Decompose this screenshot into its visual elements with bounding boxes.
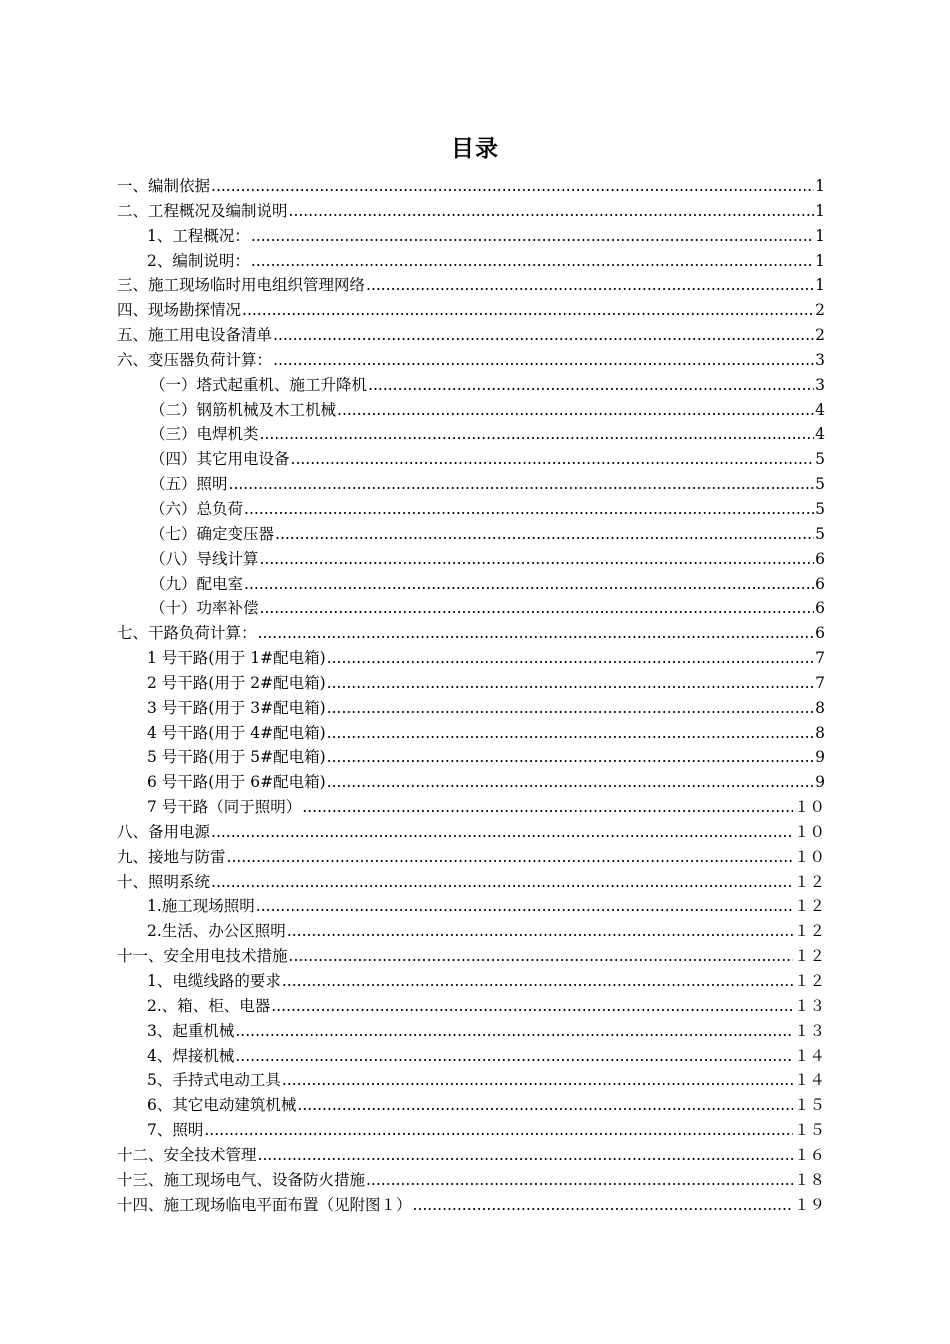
toc-dot-leader [337,398,814,423]
toc-entry[interactable] [117,820,825,845]
toc-dot-leader [235,1044,793,1069]
toc-entry-label: 1 号干路(用于 1#配电箱) [147,649,326,668]
toc-entry-page-number: １４ [793,1071,825,1090]
toc-entry-label: 2.生活、办公区照明 [147,922,286,941]
toc-entry[interactable] [117,1044,825,1069]
toc-entry-label: 四、现场勘探情况 [117,301,242,320]
toc-entry-page-number: 6 [815,549,825,568]
toc-entry[interactable] [117,1068,825,1093]
toc-entry-label: 2、编制说明： [147,251,250,270]
toc-entry-page-number: 1 [815,276,825,295]
toc-entry-page-number: 5 [815,450,825,469]
toc-entry-page-number: 1 [815,226,825,245]
toc-entry[interactable] [117,572,825,597]
toc-entry-page-number: １５ [793,1096,825,1115]
toc-entry[interactable] [117,373,825,398]
toc-entry[interactable] [117,969,825,994]
toc-entry-page-number: 4 [815,425,825,444]
toc-entry-page-number: 5 [815,524,825,543]
toc-entry-page-number: １６ [793,1145,825,1164]
toc-entry[interactable] [117,770,825,795]
toc-entry-label: （三）电焊机类 [150,425,259,444]
toc-dot-leader [256,894,793,919]
toc-entry-label: 4、焊接机械 [147,1046,235,1065]
toc-entry[interactable] [117,621,825,646]
toc-entry-page-number: １２ [793,947,825,966]
table-of-contents [117,174,825,1217]
toc-entry[interactable] [117,199,825,224]
toc-entry-label: 1、工程概况： [147,226,250,245]
toc-entry[interactable] [117,696,825,721]
toc-entry[interactable] [117,398,825,423]
toc-entry-label: 三、施工现场临时用电组织管理网络 [117,276,366,295]
toc-entry-label: 7、照明 [147,1121,204,1140]
toc-dot-leader [242,298,814,323]
toc-dot-leader [327,721,814,746]
toc-entry-page-number: １８ [793,1170,825,1189]
toc-entry-page-number: 9 [815,773,825,792]
toc-entry-page-number: １３ [793,996,825,1015]
toc-entry-label: 五、施工用电设备清单 [117,326,273,345]
toc-entry-label: （八）导线计算 [150,549,259,568]
toc-entry-label: 4 号干路(用于 4#配电箱) [147,723,326,742]
toc-entry-page-number: 5 [815,475,825,494]
toc-dot-leader [289,199,815,224]
toc-dot-leader [327,745,814,770]
toc-dot-leader [366,273,814,298]
toc-entry[interactable] [117,547,825,572]
toc-entry[interactable] [117,870,825,895]
toc-entry-page-number: 3 [815,375,825,394]
toc-dot-leader [291,447,815,472]
toc-dot-leader [260,422,815,447]
toc-dot-leader [368,373,814,398]
toc-dot-leader [235,1019,793,1044]
toc-dot-leader [211,870,793,895]
toc-entry[interactable] [117,348,825,373]
toc-entry-page-number: １９ [793,1195,825,1214]
toc-dot-leader [251,224,814,249]
toc-dot-leader [282,969,793,994]
toc-entry-label: 十一、安全用电技术措施 [117,947,288,966]
toc-entry[interactable] [117,1193,825,1218]
toc-entry-page-number: 7 [815,673,825,692]
toc-entry-label: （九）配电室 [150,574,244,593]
toc-entry[interactable] [117,323,825,348]
toc-entry-label: 一、编制依据 [117,177,211,195]
toc-entry[interactable] [117,298,825,323]
toc-entry[interactable] [117,497,825,522]
toc-entry-page-number: 1 [815,177,825,195]
toc-entry-page-number: 2 [815,301,825,320]
toc-entry-label: 六、变压器负荷计算： [117,350,273,369]
toc-entry-page-number: １２ [793,972,825,990]
toc-entry[interactable] [117,1019,825,1044]
toc-entry-page-number: １０ [793,847,825,866]
page-title: 目录 [451,136,499,162]
toc-entry-page-number: １３ [793,1021,825,1040]
toc-dot-leader [229,472,815,497]
toc-entry-label: 3 号干路(用于 3#配电箱) [147,698,326,717]
toc-entry[interactable] [117,273,825,298]
toc-dot-leader [275,522,814,547]
toc-dot-leader [289,944,793,969]
toc-dot-leader [260,596,815,621]
toc-entry-label: 十四、施工现场临电平面布置（见附图１） [117,1195,412,1214]
toc-entry-label: （六）总负荷 [150,499,244,518]
toc-entry-label: （二）钢筋机械及木工机械 [150,400,337,419]
toc-entry[interactable] [117,224,825,249]
toc-entry-page-number: １２ [793,897,825,916]
toc-entry[interactable] [117,919,825,944]
toc-dot-leader [227,845,793,870]
toc-entry-label: 7 号干路（同于照明） [147,798,302,817]
toc-entry[interactable] [117,1118,825,1143]
toc-entry[interactable] [117,795,825,820]
toc-dot-leader [327,646,814,671]
toc-entry[interactable] [117,994,825,1019]
toc-dot-leader [271,994,793,1019]
toc-entry-label: 2.、箱、柜、电器 [147,996,271,1015]
toc-entry-page-number: 6 [815,574,825,593]
toc-dot-leader [287,919,793,944]
toc-dot-leader [273,348,814,373]
toc-dot-leader [413,1193,793,1218]
toc-entry[interactable] [117,671,825,696]
toc-dot-leader [258,1143,793,1168]
toc-entry[interactable] [117,249,825,274]
toc-entry[interactable] [117,745,825,770]
toc-entry-label: 2 号干路(用于 2#配电箱) [147,673,326,692]
toc-entry[interactable] [117,646,825,671]
toc-entry[interactable] [117,721,825,746]
toc-entry-page-number: 3 [815,350,825,369]
toc-dot-leader [273,323,814,348]
toc-dot-leader [211,820,793,845]
toc-entry-page-number: 6 [815,599,825,618]
toc-dot-leader [327,671,814,696]
toc-entry-label: 3、起重机械 [147,1021,235,1040]
toc-entry-page-number: 5 [815,499,825,518]
toc-entry-label: （四）其它用电设备 [150,450,290,469]
toc-entry[interactable] [117,894,825,919]
toc-entry[interactable] [117,422,825,447]
toc-dot-leader [327,770,814,795]
toc-entry-page-number: 1 [815,251,825,270]
toc-entry-label: 5、手持式电动工具 [147,1071,281,1090]
toc-dot-leader [282,1068,793,1093]
toc-entry-page-number: 7 [815,649,825,668]
toc-entry-label: 1.施工现场照明 [147,897,255,916]
toc-entry-page-number: １５ [793,1121,825,1140]
toc-entry-page-number: 6 [815,624,825,643]
toc-entry-page-number: １２ [793,922,825,941]
toc-entry[interactable] [117,944,825,969]
toc-entry-label: （七）确定变压器 [150,524,275,543]
toc-entry-page-number: 1 [815,201,825,220]
toc-entry[interactable] [117,596,825,621]
toc-entry-page-number: 4 [815,400,825,419]
toc-entry-label: 九、接地与防雷 [117,847,226,866]
toc-entry[interactable] [117,522,825,547]
toc-entry-label: 八、备用电源 [117,822,211,841]
toc-dot-leader [366,1168,793,1193]
toc-entry[interactable] [117,845,825,870]
toc-entry-page-number: 8 [815,698,825,717]
toc-entry-label: 十、照明系统 [117,872,211,891]
toc-entry-page-number: １０ [793,798,825,817]
toc-entry-label: （一）塔式起重机、施工升降机 [150,375,368,394]
toc-entry[interactable] [117,1168,825,1193]
toc-entry-label: 十二、安全技术管理 [117,1145,257,1164]
toc-dot-leader [251,249,814,274]
toc-dot-leader [244,572,814,597]
toc-entry[interactable] [117,174,825,199]
toc-entry[interactable] [117,1143,825,1168]
toc-entry-label: 6、其它电动建筑机械 [147,1096,297,1115]
toc-dot-leader [260,547,815,572]
toc-dot-leader [258,621,815,646]
toc-entry[interactable] [117,1093,825,1118]
toc-entry-label: 七、干路负荷计算： [117,624,257,643]
toc-entry-page-number: 2 [815,326,825,345]
toc-entry-label: 十三、施工现场电气、设备防火措施 [117,1170,366,1189]
toc-entry-label: 5 号干路(用于 5#配电箱) [147,748,326,767]
toc-dot-leader [211,174,814,199]
toc-entry-label: 6 号干路(用于 6#配电箱) [147,773,326,792]
toc-dot-leader [244,497,814,522]
toc-entry-label: （五）照明 [150,475,228,494]
toc-entry-page-number: １０ [793,822,825,841]
toc-entry-page-number: 9 [815,748,825,767]
toc-dot-leader [327,696,814,721]
toc-dot-leader [204,1118,793,1143]
toc-dot-leader [302,795,793,820]
toc-entry-page-number: 8 [815,723,825,742]
toc-entry[interactable] [117,447,825,472]
toc-entry-page-number: １２ [793,872,825,891]
toc-dot-leader [297,1093,793,1118]
toc-entry-label: （十）功率补偿 [150,599,259,618]
toc-entry[interactable] [117,472,825,497]
toc-entry-label: 1、电缆线路的要求 [147,972,281,990]
toc-entry-label: 二、工程概况及编制说明 [117,201,288,220]
toc-entry-page-number: １４ [793,1046,825,1065]
